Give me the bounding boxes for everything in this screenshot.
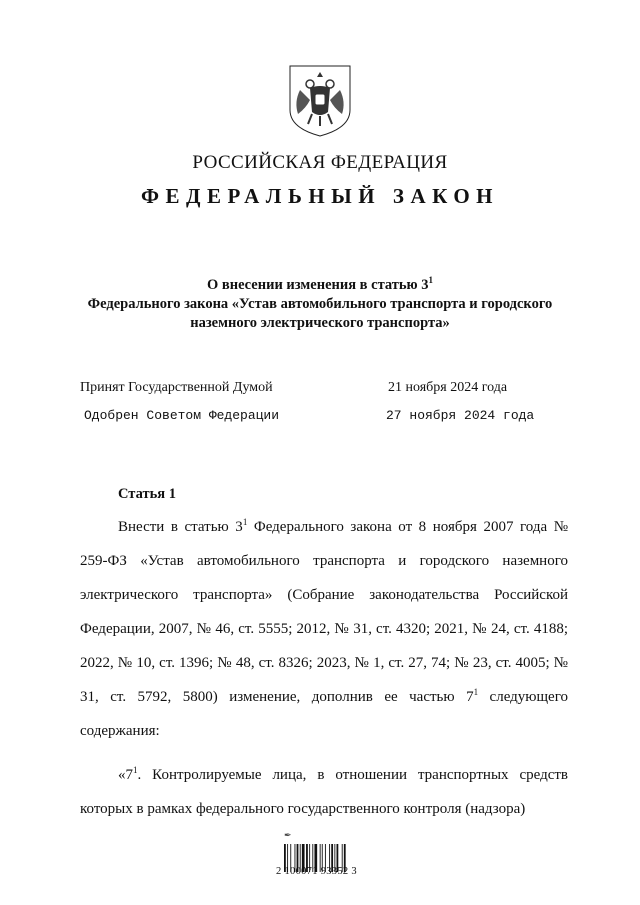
duma-approval-label: Принят Государственной Думой — [80, 380, 273, 395]
article-heading: Статья 1 — [118, 486, 176, 502]
council-approval-date: 27 ноября 2024 года — [386, 408, 535, 423]
title-line-2: Федерального закона «Устав автомобильного транспорта и городского — [87, 296, 553, 312]
coat-of-arms-emblem — [286, 62, 354, 138]
article-paragraph-2: «$7^1$. Контролируемые лица, в отношении транспортных средств которых в рамках федерального государственного контроля (надзора) — [80, 765, 568, 817]
article-paragraph-1: Внести в статью $3^1$ Федерального закона от 8 ноября 2007 года № 259-ФЗ «Устав автомобильного транспорта и городского наземного электрического транспорта» (Собрание законодательства Российской Федерации, 2007, № 46, ст. 5555; 2012, № 31, ст. 4320; 2021, № 24, ст. 4188; 2022, № 10, ст. 1396; № 48, ст. 8326; 2023, № 1, ст. 27, 74; № 23, ст. 4005; № 31, ст. 5792, 5800) изменение, дополнив ее частью $7^1$ следующего содержания: — [80, 517, 569, 739]
title-line-1: О внесении изменения в статью 3 — [206, 277, 429, 293]
title-superscript: 1 — [428, 275, 433, 285]
document-type: ФЕДЕРАЛЬНЫЙ ЗАКОН — [141, 184, 499, 208]
title-line-3: наземного электрического транспорта» — [190, 315, 450, 331]
council-approval-label: Одобрен Советом Федерации — [84, 408, 280, 423]
law-title — [60, 276, 580, 333]
barcode-number: 2 100071 93352 3 — [276, 866, 357, 877]
scribble-mark: ✒ — [284, 830, 292, 840]
country-name: РОССИЙСКАЯ ФЕДЕРАЦИЯ — [192, 152, 448, 173]
duma-approval-date: 21 ноября 2024 года — [388, 380, 508, 395]
